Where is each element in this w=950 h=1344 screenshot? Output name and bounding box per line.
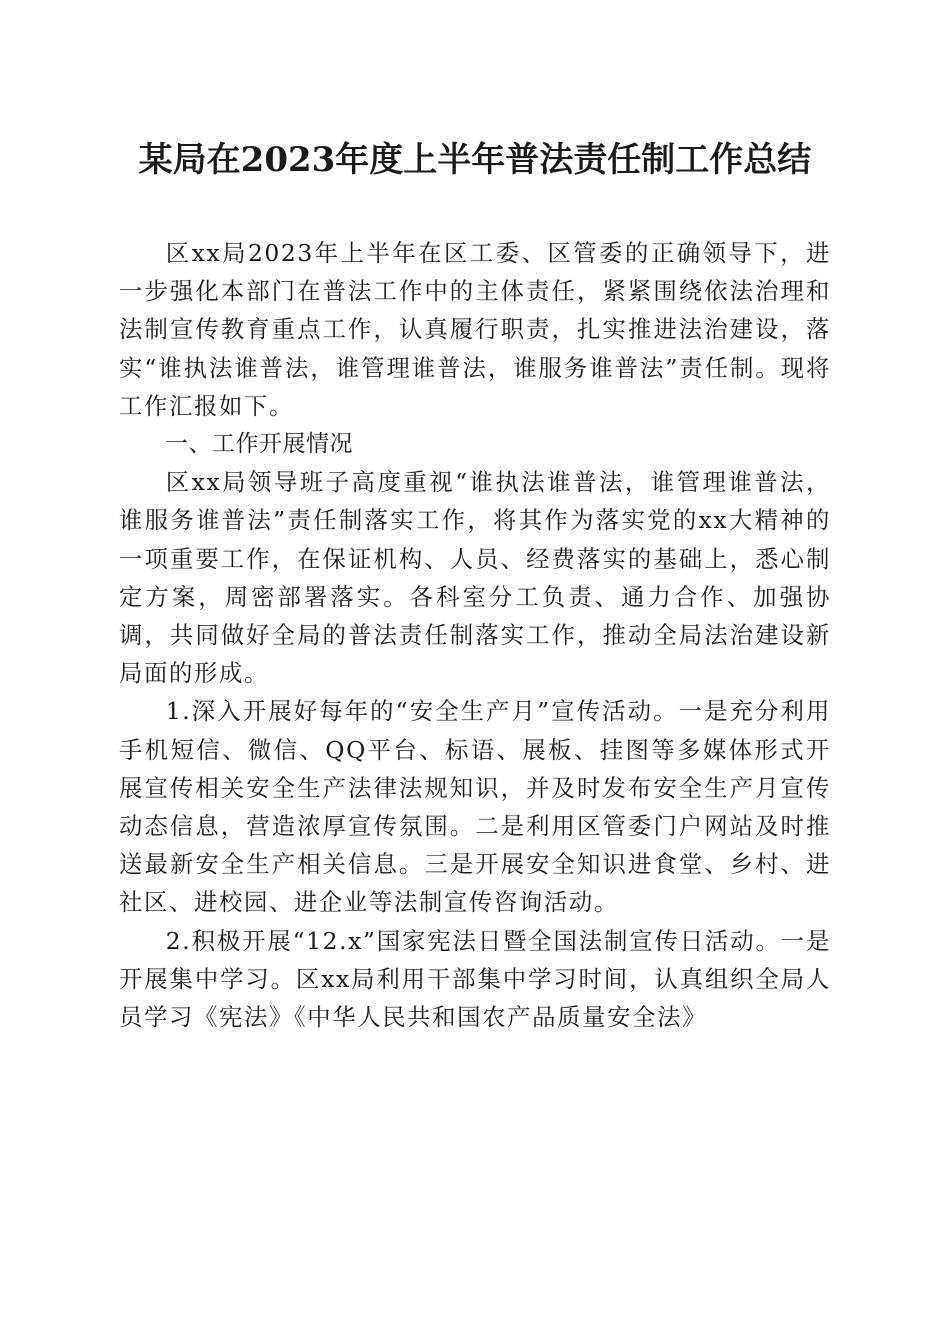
body-paragraph: 1.深入开展好每年的“安全生产月”宣传活动。一是充分利用手机短信、微信、QQ平台、标语、展板、挂图等多媒体形式开展宣传相关安全生产法律法规知识，并及时发布安全生产月宣传动态信息，营造浓厚宣传氛围。二是利用区管委门户网站及时推送最新安全生产相关信息。三是开展安全知识进食堂、乡村、进社区、进校园、进企业等法制宣传咨询活动。: [119, 697, 831, 917]
body-paragraph: 2.积极开展“12.x”国家宪法日暨全国法制宣传日活动。一是开展集中学习。区xx局利用干部集中学习时间，认真组织全局人员学习《宪法》《中华人民共和国农产品质量安全法》: [119, 926, 831, 1032]
document-title: 某局在2023年度上半年普法责任制工作总结: [138, 140, 812, 180]
body-paragraph: 区xx局领导班子高度重视“谁执法谁普法，谁管理谁普法，谁服务谁普法”责任制落实工作，将其作为落实党的xx大精神的一项重要工作，在保证机构、人员、经费落实的基础上，悉心制定方案，周密部署落实。各科室分工负责、通力合作、加强协调，共同做好全局的普法责任制落实工作，推动全局法治建设新局面的形成。: [119, 468, 831, 688]
intro-paragraph: 区xx局2023年上半年在区工委、区管委的正确领导下，进一步强化本部门在普法工作中的主体责任，紧紧围绕依法治理和法制宣传教育重点工作，认真履行职责，扎实推进法治建设，落实“谁执法谁普法，谁管理谁普法，谁服务谁普法”责任制。现将工作汇报如下。: [119, 239, 831, 420]
document-body: [119, 234, 831, 1036]
section-heading: 一、工作开展情况: [165, 431, 353, 458]
